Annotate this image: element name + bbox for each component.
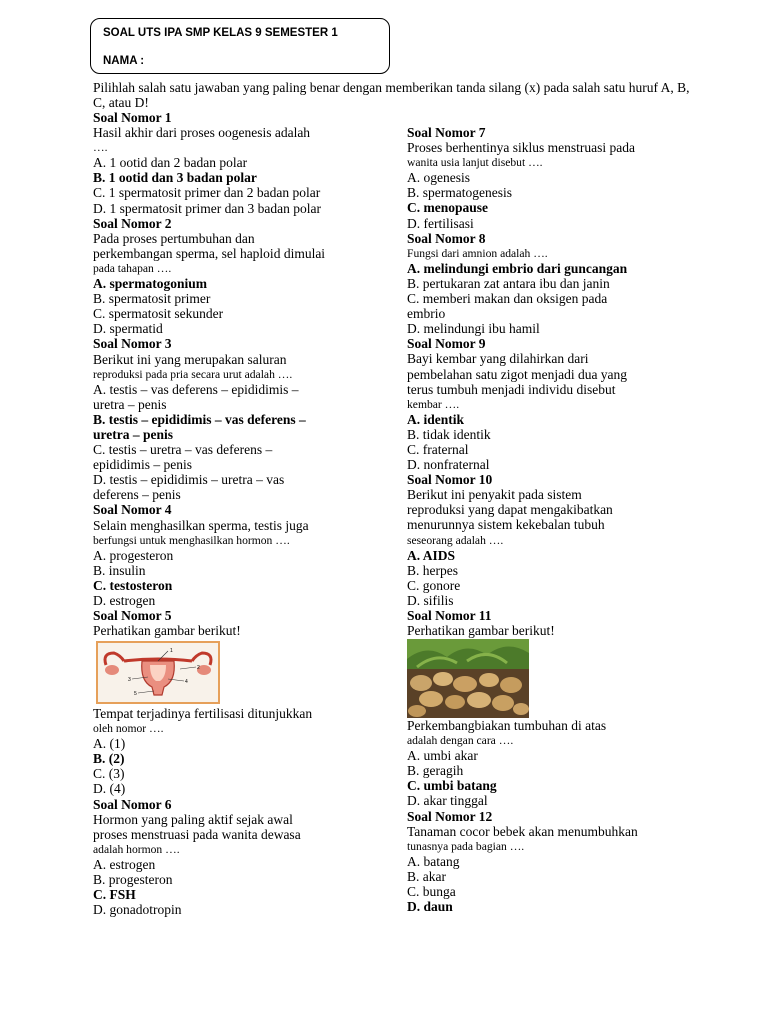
text-line: Soal Nomor 11 bbox=[407, 608, 492, 623]
text-line: seseorang adalah …. bbox=[407, 533, 504, 547]
text-line: menurunnya sistem kekebalan tubuh bbox=[407, 517, 605, 533]
text-line: Berikut ini yang merupakan saluran bbox=[93, 351, 287, 367]
right-column-part-2 bbox=[407, 718, 707, 914]
text-line: C. 1 spermatosit primer dan 2 badan polar bbox=[93, 185, 321, 201]
text-line: A. AIDS bbox=[407, 547, 456, 563]
text-line: D. akar tinggal bbox=[407, 793, 488, 809]
text-line: Hormon yang paling aktif sejak awal bbox=[93, 811, 293, 827]
text-line: embrio bbox=[407, 306, 446, 322]
right-column-part-1 bbox=[407, 125, 707, 638]
text-line: uretra – penis bbox=[93, 396, 167, 412]
text-line: adalah dengan cara …. bbox=[407, 734, 514, 748]
text-line: Soal Nomor 5 bbox=[93, 608, 172, 624]
uterus-diagram-image bbox=[96, 641, 220, 704]
text-line: Soal Nomor 9 bbox=[407, 336, 486, 352]
text-line: B. spermatosit primer bbox=[93, 291, 211, 307]
text-line: Perkembangbiakan tumbuhan di atas bbox=[407, 718, 607, 733]
text-line: D. spermatid bbox=[93, 321, 163, 337]
text-line: terus tumbuh menjadi individu disebut bbox=[407, 381, 616, 397]
text-line: D. estrogen bbox=[93, 593, 156, 608]
text-line: A. estrogen bbox=[93, 856, 156, 872]
text-line: B. 1 ootid dan 3 badan polar bbox=[93, 170, 257, 186]
text-line: D. 1 spermatosit primer dan 3 badan polar bbox=[93, 200, 321, 216]
text-line: Perhatikan gambar berikut! bbox=[407, 623, 555, 639]
uterus-label-3: 3 bbox=[128, 677, 131, 683]
left-column-part-2 bbox=[93, 706, 393, 917]
text-line: B. progesteron bbox=[93, 872, 173, 888]
text-line: kembar …. bbox=[407, 397, 460, 411]
text-line: A. testis – vas deferens – epididimis – bbox=[93, 381, 299, 397]
uterus-label-5: 5 bbox=[134, 691, 137, 697]
text-line: B. herpes bbox=[407, 562, 458, 578]
text-line: D. fertilisasi bbox=[407, 215, 474, 231]
text-line: D. (4) bbox=[93, 781, 126, 797]
text-line: deferens – penis bbox=[93, 487, 181, 503]
text-line: D. daun bbox=[407, 899, 453, 915]
text-line: A. batang bbox=[407, 853, 460, 869]
text-line: Soal Nomor 10 bbox=[407, 472, 493, 488]
text-line: A. melindungi embrio dari guncangan bbox=[407, 260, 628, 276]
text-line: A. progesteron bbox=[93, 547, 174, 563]
text-line: B. pertukaran zat antara ibu dan janin bbox=[407, 275, 610, 291]
text-line: B. geragih bbox=[407, 763, 464, 779]
text-line: C. umbi batang bbox=[407, 778, 497, 794]
text-line: C. testosteron bbox=[93, 577, 173, 593]
text-line: B. akar bbox=[407, 868, 446, 884]
text-line: Soal Nomor 3 bbox=[93, 336, 172, 352]
text-line: Hasil akhir dari proses oogenesis adalah bbox=[93, 125, 311, 141]
text-line: B. tidak identik bbox=[407, 426, 491, 442]
text-line: D. melindungi ibu hamil bbox=[407, 321, 540, 337]
text-line: C. menopause bbox=[407, 200, 489, 216]
text-line: A. identik bbox=[407, 411, 465, 427]
text-line: Selain menghasilkan sperma, testis juga bbox=[93, 517, 309, 533]
text-line: Berikut ini penyakit pada sistem bbox=[407, 487, 582, 503]
text-line: Tanaman cocor bebek akan menumbuhkan bbox=[407, 823, 638, 839]
text-line: Soal Nomor 2 bbox=[93, 215, 172, 231]
text-line: reproduksi pada pria secara urut adalah …. bbox=[93, 367, 293, 381]
uterus-svg bbox=[98, 643, 218, 702]
text-line: D. testis – epididimis – uretra – vas bbox=[93, 472, 285, 488]
text-line: C. FSH bbox=[93, 887, 136, 903]
text-line: A. (1) bbox=[93, 736, 126, 752]
text-line: A. spermatogonium bbox=[93, 276, 207, 292]
text-line: B. testis – epididimis – vas deferens – bbox=[93, 411, 306, 427]
text-line: C. fraternal bbox=[407, 441, 469, 457]
text-line: C. memberi makan dan oksigen pada bbox=[407, 291, 608, 307]
text-line: Soal Nomor 12 bbox=[407, 808, 493, 824]
text-line: Bayi kembar yang dilahirkan dari bbox=[407, 351, 589, 367]
text-line: B. spermatogenesis bbox=[407, 185, 512, 201]
text-line: C. spermatosit sekunder bbox=[93, 306, 224, 322]
text-line: C. testis – uretra – vas deferens – bbox=[93, 442, 273, 458]
text-line: A. umbi akar bbox=[407, 748, 478, 764]
text-line: Soal Nomor 7 bbox=[407, 125, 486, 140]
text-line: wanita usia lanjut disebut …. bbox=[407, 156, 543, 170]
text-line: uretra – penis bbox=[93, 426, 173, 442]
text-line: tunasnya pada bagian …. bbox=[407, 839, 525, 853]
exam-title: SOAL UTS IPA SMP KELAS 9 SEMESTER 1 bbox=[103, 27, 338, 39]
text-line: B. (2) bbox=[93, 751, 125, 767]
text-line: perkembangan sperma, sel haploid dimulai bbox=[93, 245, 326, 261]
text-line: Pada proses pertumbuhan dan bbox=[93, 230, 255, 246]
text-line: D. gonadotropin bbox=[93, 902, 182, 918]
text-line: pembelahan satu zigot menjadi dua yang bbox=[407, 366, 628, 382]
instruction-text: Pilihlah salah satu jawaban yang paling benar dengan memberikan tanda silang (x) pada salah satu huruf A, B, C, atau D! bbox=[93, 80, 690, 110]
text-line: epididimis – penis bbox=[93, 457, 192, 473]
text-line: A. ogenesis bbox=[407, 170, 470, 186]
left-column-part-1 bbox=[93, 110, 393, 638]
text-line: Perhatikan gambar berikut! bbox=[93, 623, 241, 639]
text-line: D. nonfraternal bbox=[407, 457, 490, 473]
text-line: D. sifilis bbox=[407, 592, 454, 608]
potato-svg bbox=[407, 639, 529, 718]
text-line: proses menstruasi pada wanita dewasa bbox=[93, 826, 301, 842]
uterus-label-2: 2 bbox=[197, 665, 200, 671]
uterus-label-4: 4 bbox=[185, 679, 188, 685]
text-line: pada tahapan …. bbox=[93, 261, 172, 275]
text-line: A. 1 ootid dan 2 badan polar bbox=[93, 155, 248, 171]
text-line: Soal Nomor 1 bbox=[93, 110, 172, 125]
text-line: reproduksi yang dapat mengakibatkan bbox=[407, 502, 613, 518]
text-line: oleh nomor …. bbox=[93, 722, 164, 736]
text-line: B. insulin bbox=[93, 562, 146, 578]
text-line: Proses berhentinya siklus menstruasi pada bbox=[407, 140, 635, 156]
name-label: NAMA : bbox=[103, 55, 145, 67]
text-line: Soal Nomor 4 bbox=[93, 502, 172, 518]
text-line: Soal Nomor 8 bbox=[407, 230, 486, 246]
text-line: Tempat terjadinya fertilisasi ditunjukkan bbox=[93, 706, 313, 721]
text-line: berfungsi untuk menghasilkan hormon …. bbox=[93, 533, 290, 547]
text-line: C. bunga bbox=[407, 884, 456, 900]
potato-tubers-photo bbox=[407, 639, 529, 718]
text-line: …. bbox=[93, 141, 108, 155]
text-line: C. (3) bbox=[93, 766, 125, 782]
text-line: adalah hormon …. bbox=[93, 842, 180, 856]
header-box bbox=[90, 18, 390, 74]
text-line: Fungsi dari amnion adalah …. bbox=[407, 246, 548, 260]
uterus-label-1: 1 bbox=[170, 648, 173, 654]
text-line: C. gonore bbox=[407, 577, 461, 593]
text-line: Soal Nomor 6 bbox=[93, 796, 172, 812]
